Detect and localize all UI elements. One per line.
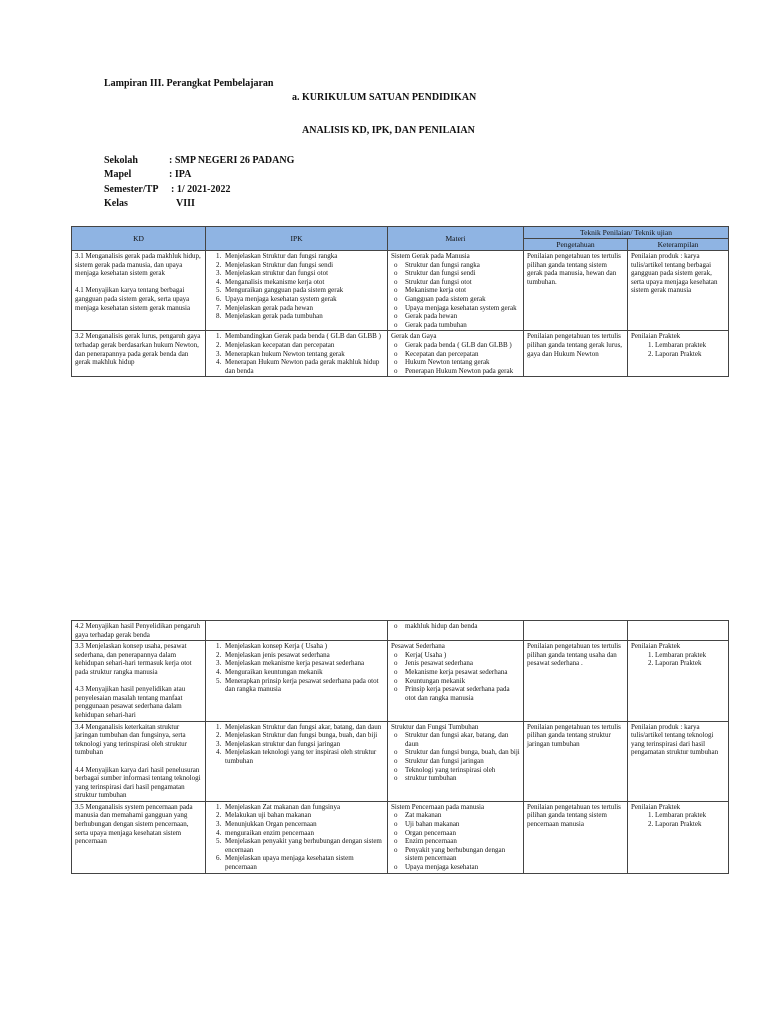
materi-item: o Kecepatan dan percepatan [405,350,520,359]
ipk-item: 3. Menjelaskan struktur dan fungsi jaringan [223,740,384,749]
document-title: ANALISIS KD, IPK, DAN PENILAIAN [302,125,475,136]
ipk-item: 2. Menjelaskan Struktur dan fungsi bunga, buah, dan biji [223,731,384,740]
ipk-item: 7. Menjelaskan gerak pada hewan [223,304,384,313]
materi-item: o Gerak pada tumbuhan [405,321,520,330]
materi-cell [388,331,524,377]
ipk-item: 4. menguraikan enzim pencernaan [223,829,384,838]
ipk-item: 4. Menguraikan keuntungan mekanik [223,668,384,677]
ipk-item: 1. Membandingkan Gerak pada benda ( GLB dan GLBB ) [223,332,384,341]
materi-item: o Struktur dan fungsi sendi [405,269,520,278]
ipk-item: 8. Menjelaskan gerak pada tumbuhan [223,312,384,321]
materi-item: o Keuntungan mekanik [405,677,520,686]
ipk-item: 2. Menjelaskan Struktur dan fungsi sendi [223,261,384,270]
materi-title: Sistem Pencernaan pada manusia [391,802,485,811]
ipk-item: 2. Menjelaskan jenis pesawat sederhana [223,651,384,660]
pengetahuan-cell: Penilaian pengetahuan tes tertulis pilihan ganda tentang gerak lurus, gaya dan Hukum Newton [524,331,628,377]
materi-item: o Struktur dan fungsi otot [405,278,520,287]
materi-title: Pesawat Sederhana [391,642,445,651]
materi-item: o Struktur dan fungsi rangka [405,261,520,270]
ipk-cell [206,641,388,721]
materi-item: o Mekanisme kerja pesawat sederhana [405,668,520,677]
ipk-item: 5. Menjelaskan penyakit yang berhubungan dengan sistem encernaan [223,837,384,854]
materi-title: Struktur dan Fungsi Tumbuhan [391,722,479,731]
keterampilan-text: Penilaian produk : karya tulis/artikel tentang teknologi yang terinspirasi dari hasil pengamatan struktur tumbuhan [631,722,719,757]
ipk-item: 6. Upaya menjaga kesehatan system gerak [223,295,384,304]
header-pengetahuan: Pengetahuan [524,239,628,251]
materi-list [391,622,520,631]
info-label-semester: Semester/TP [104,184,159,195]
ipk-item: 6. Menjelaskan upaya menjaga kesehatan sistem pencernaan [223,854,384,871]
ipk-list [209,252,384,321]
materi-list [391,341,520,375]
school-info [104,155,404,215]
ipk-item: 1. Menjelaskan Zat makanan dan fungsinya [223,803,384,812]
ipk-item: 5. Menguraikan gangguan pada sistem gerak [223,286,384,295]
kd-cell: 3.5 Menganalisis system pencernaan pada manusia dan memahami gangguan yang berhubungan dengan sistem pencernaan, serta upaya menjaga kesehatan sistem pencernaan [72,801,206,873]
info-value-mapel: : IPA [169,169,192,180]
header-materi: Materi [388,227,524,251]
materi-item: o Zat makanan [405,811,520,820]
ipk-list [209,642,384,694]
info-label-mapel: Mapel [104,169,132,180]
materi-item: o Upaya menjaga kesehatan system gerak [405,304,520,313]
pengetahuan-cell: Penilaian pengetahuan tes tertulis pilihan ganda tentang sistem pencernaan manusia [524,801,628,873]
keterampilan-text: Penilaian Praktek [631,332,681,341]
materi-title: Gerak dan Gaya [391,332,437,341]
materi-item: o Prinsip kerja pesawat sederhana pada otot dan rangka manusia [405,685,520,702]
pengetahuan-cell: Penilaian pengetahuan tes tertulis pilihan ganda tentang usaha dan pesawat sederhana . [524,641,628,721]
keterampilan-cell [628,801,729,873]
header-kd: KD [72,227,206,251]
info-label-kelas: Kelas [104,198,128,209]
materi-item: o Mekanisme kerja otot [405,286,520,295]
header-keterampilan: Keterampilan [628,239,729,251]
kurikulum-heading: a. KURIKULUM SATUAN PENDIDIKAN [292,92,477,103]
ipk-list [209,332,384,375]
ipk-item: 4. Menjelaskan teknologi yang ter inspirasi oleh struktur tumbuhan [223,748,384,765]
keterampilan-list [631,811,725,828]
materi-list [391,811,520,871]
ipk-list [209,723,384,766]
ipk-cell [206,801,388,873]
materi-title: Sistem Gerak pada Manusia [391,252,470,260]
keterampilan-item: 1. Lembaran praktek [655,811,725,820]
kd-cell: 4.2 Menyajikan hasil Penyelidikan pengaruh gaya terhadap gerak benda [72,621,206,641]
keterampilan-cell [628,331,729,377]
kd-cell: 3.1 Menganalisis gerak pada makhluk hidup, sistem gerak pada manusia, dan upaya menjaga kesehatan sistem gerak 4.1 Menyajikan karya tentang berbagai gangguan pada sistem gerak, serta upaya menjaga kesehatan sistem gerak manusia [72,251,206,331]
table-row [72,331,729,377]
keterampilan-item: 2. Laporan Praktek [655,350,725,359]
info-value-kelas: VIII [176,198,195,209]
info-value-semester: : 1/ 2021-2022 [171,184,231,195]
materi-item: o Enzim pencernaan [405,837,520,846]
header-teknik: Teknik Penilaian/ Teknik ujian [524,227,729,239]
kd-cell: 3.2 Menganalisis gerak lurus, pengaruh gaya terhadap gerak berdasarkan hukum Newton, dan penerapannya pada gerak benda dan gerak makhluk hidup [72,331,206,377]
materi-item: o Struktur dan fungsi akar, batang, dan daun [405,731,520,748]
ipk-item: 2. Menjelaskan kecepatan dan percepatan [223,341,384,350]
kd-cell: 3.3 Menjelaskan konsep usaha, pesawat sederhana, dan penerapannya dalam kehidupan sehari-hari termasuk kerja otot pada struktur rangka manusia 4.3 Menyajikan hasil penyelidikan atau penyelesaian masalah tentang manfaat penggunaan pesawat sederhana dalam kehidupan sehari-hari [72,641,206,721]
materi-list [391,261,520,330]
table-row [72,721,729,801]
info-value-sekolah: : SMP NEGERI 26 PADANG [169,155,295,166]
keterampilan-list [631,341,725,358]
ipk-item: 3. Menjelaskan mekanisme kerja pesawat sederhana [223,659,384,668]
ipk-cell [206,251,388,331]
materi-list [391,731,520,783]
pengetahuan-cell [524,621,628,641]
materi-item: o Uji bahan makanan [405,820,520,829]
materi-item: o Penyakit yang berhubungan dengan sistem pencernaan [405,846,520,863]
ipk-list [209,803,384,872]
kd-cell: 3.4 Menganalisis keterkaitan struktur jaringan tumbuhan dan fungsinya, serta teknologi yang terinspirasi oleh struktur tumbuhan 4.4 Menyajikan karya dari hasil penelusuran berbagai sumber informasi tentang teknologi yang terinspirasi dari hasil pengamatan struktur tumbuhan [72,721,206,801]
keterampilan-text: Penilaian Praktek [631,802,681,811]
ipk-item: 4. Menganalisis mekanisme kerja otot [223,278,384,287]
materi-cell [388,721,524,801]
materi-item: o Gerak pada benda ( GLB dan GLBB ) [405,341,520,350]
lampiran-heading: Lampiran III. Perangkat Pembelajaran [104,78,274,89]
ipk-item: 1. Menjelaskan Struktur dan fungsi akar, batang, dan daun [223,723,384,732]
table-row [72,251,729,331]
materi-cell [388,251,524,331]
table-row [72,641,729,721]
keterampilan-text: Penilaian produk : karya tulis/artikel tentang berbagai gangguan pada sistem gerak, serta upaya menjaga kesehatan sistem gerak manusia [631,252,718,295]
materi-cell [388,801,524,873]
ipk-item: 3. Menjelaskan struktur dan fungsi otot [223,269,384,278]
pengetahuan-cell: Penilaian pengetahuan tes tertulis pilihan ganda tentang struktur jaringan tumbuhan [524,721,628,801]
keterampilan-item: 2. Laporan Praktek [655,820,725,829]
keterampilan-list [631,651,725,668]
materi-item: o Upaya menjaga kesehatan [405,863,520,872]
materi-item: o Teknologi yang terinspirasi oleh [405,766,520,775]
ipk-item: 1. Menjelaskan konsep Kerja ( Usaha ) [223,642,384,651]
header-ipk: IPK [206,227,388,251]
materi-item: o makhluk hidup dan benda [405,622,520,631]
table-body-2 [72,621,729,874]
pengetahuan-cell: Penilaian pengetahuan tes tertulis pilihan ganda tentang sistem gerak pada manusia, hewan dan tumbuhan. [524,251,628,331]
materi-item: o Organ pencernaan [405,829,520,838]
materi-list [391,651,520,703]
ipk-cell [206,331,388,377]
materi-cell [388,621,524,641]
table-body-1 [72,251,729,377]
ipk-cell [206,621,388,641]
materi-cell [388,641,524,721]
materi-item: o Penerapan Hukum Newton pada gerak [405,367,520,376]
ipk-item: 4. Menerapan Hukum Newton pada gerak makhluk hidup dan benda [223,358,384,375]
materi-item: o Gerak pada hewan [405,312,520,321]
ipk-item: 3. Menerapkan hukum Newton tentang gerak [223,350,384,359]
table-row [72,621,729,641]
ipk-item: 1. Menjelaskan Struktur dan fungsi rangka [223,252,384,261]
table-row [72,801,729,873]
ipk-item: 3. Menunjukkan Organ pencernaan [223,820,384,829]
materi-item: o struktur tumbuhan [405,774,520,783]
keterampilan-item: 1. Lembaran praktek [655,341,725,350]
info-label-sekolah: Sekolah [104,155,138,166]
materi-item: o Kerja( Usaha ) [405,651,520,660]
analysis-table-page-2 [71,620,729,874]
analysis-table-page-1 [71,226,729,377]
ipk-item: 5. Menerapkan prinsip kerja pesawat sederhana pada otot dan rangka manusia [223,677,384,694]
ipk-item: 2. Melakukan uji bahan makanan [223,811,384,820]
materi-item: o Jenis pesawat sederhana [405,659,520,668]
keterampilan-item: 2. Laporan Praktek [655,659,725,668]
materi-item: o Gangguan pada sistem gerak [405,295,520,304]
keterampilan-text: Penilaian Praktek [631,642,681,651]
materi-item: o Struktur dan fungsi bunga, buah, dan biji [405,748,520,757]
materi-item: o Struktur dan fungsi jaringan [405,757,520,766]
keterampilan-cell [628,251,729,331]
keterampilan-item: 1. Lembaran praktek [655,651,725,660]
keterampilan-cell [628,621,729,641]
ipk-cell [206,721,388,801]
keterampilan-cell [628,641,729,721]
keterampilan-cell [628,721,729,801]
materi-item: o Hukum Newton tentang gerak [405,358,520,367]
